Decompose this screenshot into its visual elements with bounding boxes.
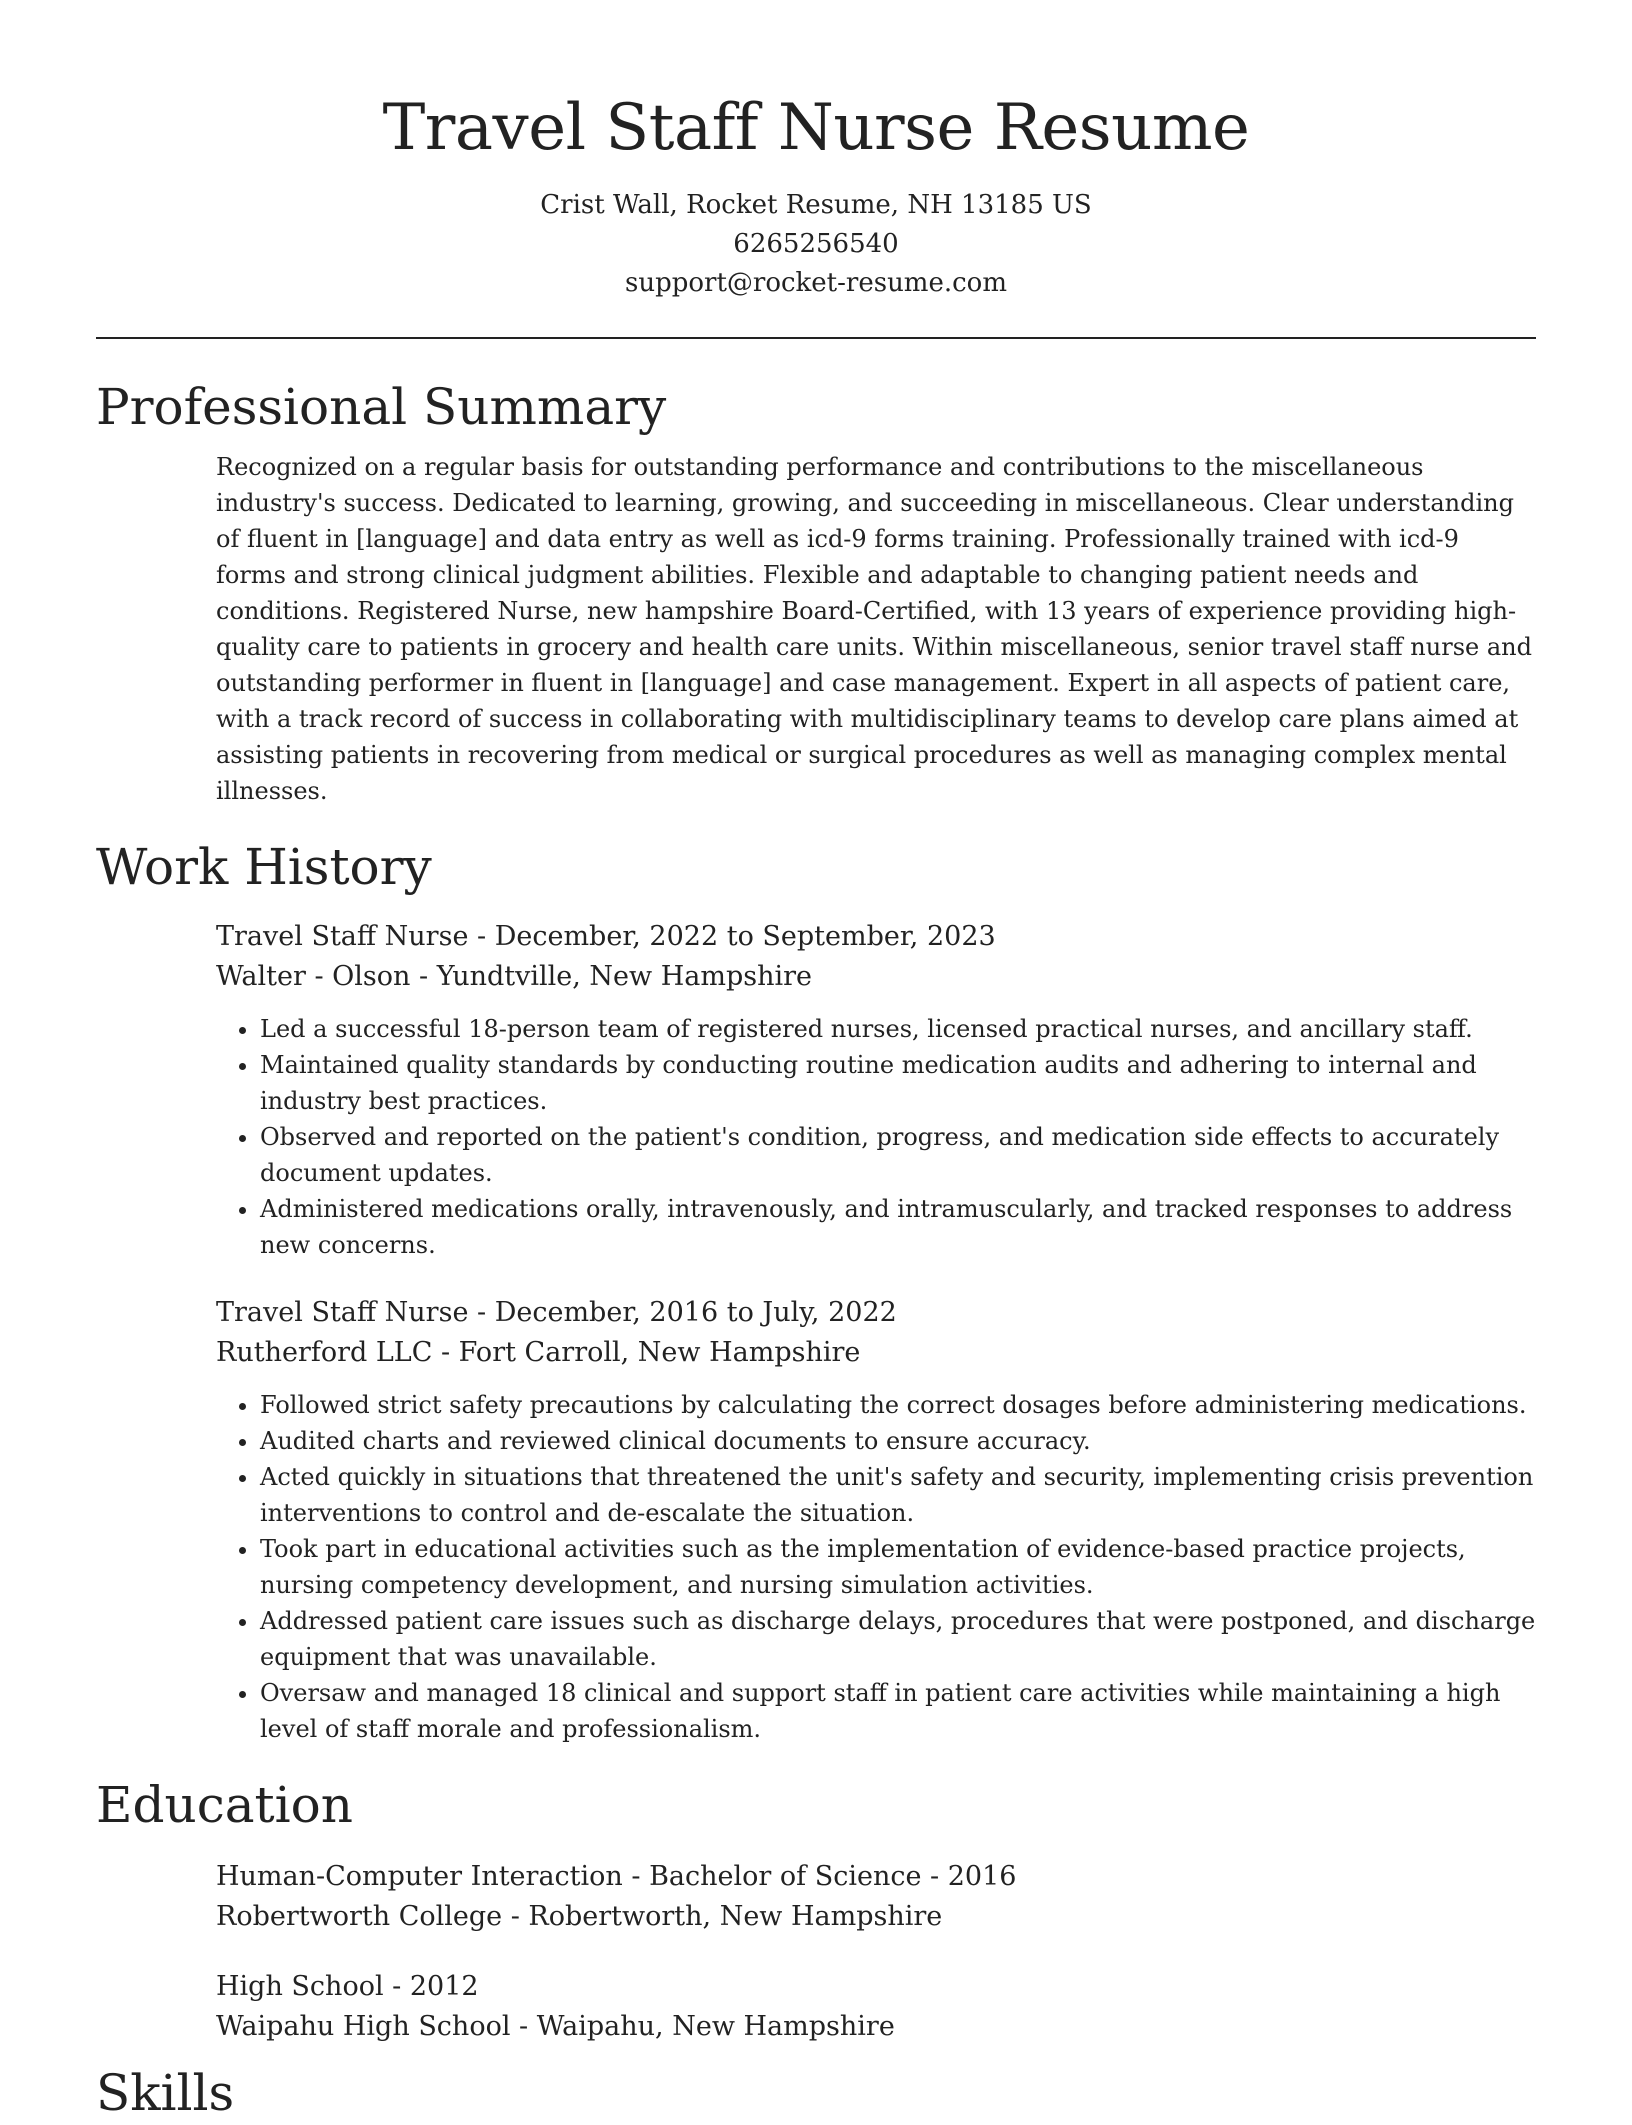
school-line bbox=[216, 1897, 1536, 1937]
section-heading-work: Work History bbox=[96, 838, 432, 896]
job-duty: • Acted quickly in situations that threatened the unit's safety and security, implementing crisis prevention interventions to control and de-escalate the situation. bbox=[260, 1459, 1536, 1531]
job-title: Travel Staff Nurse bbox=[216, 1297, 469, 1328]
job-duty: • Addressed patient care issues such as discharge delays, procedures that were postponed, and discharge equipment that was unavailable. bbox=[260, 1603, 1536, 1675]
job-duty: • Administered medications orally, intravenously, and intramuscularly, and tracked responses to address new concerns. bbox=[260, 1191, 1536, 1263]
section-heading-skills: Skills bbox=[96, 2064, 235, 2122]
job-employer: Rutherford LLC bbox=[216, 1337, 433, 1368]
graduation-year: - 2012 bbox=[383, 1971, 479, 2002]
job-title: Travel Staff Nurse bbox=[216, 921, 469, 952]
job-duty: • Maintained quality standards by conducting routine medication audits and adhering to internal and industry best practices. bbox=[260, 1047, 1536, 1119]
graduation-year: - 2016 bbox=[921, 1861, 1017, 1892]
school-name: Waipahu High School bbox=[216, 2011, 511, 2042]
job-duty: • Oversaw and managed 18 clinical and support staff in patient care activities while maintaining a high level of staff morale and professionalism. bbox=[260, 1675, 1536, 1747]
work-history-section bbox=[96, 835, 1536, 1747]
resume-page bbox=[96, 0, 1536, 2125]
degree: High School bbox=[216, 1971, 384, 2002]
job-title-line bbox=[216, 1293, 1536, 1333]
job-title-line bbox=[216, 917, 1536, 957]
degree-line bbox=[216, 1967, 1536, 2007]
job-duty: • Followed strict safety precautions by calculating the correct dosages before administering medications. bbox=[260, 1387, 1536, 1423]
contact-phone: 6265256540 bbox=[733, 229, 899, 259]
school-location: - Waipahu, New Hampshire bbox=[510, 2011, 895, 2042]
professional-summary-section bbox=[96, 375, 1536, 809]
job-entry bbox=[216, 1293, 1536, 1747]
job-location: - Fort Carroll, New Hampshire bbox=[432, 1337, 861, 1368]
job-dates: - December, 2022 to September, 2023 bbox=[468, 921, 996, 952]
contact-email: support@rocket-resume.com bbox=[624, 268, 1007, 298]
section-heading-education: Education bbox=[96, 1776, 353, 1834]
education-section bbox=[96, 1773, 1536, 2047]
summary-paragraph: Recognized on a regular basis for outstanding performance and contributions to the miscellaneous industry's success. Dedicated to learning, growing, and succeeding in miscellaneous. Clear understanding of fluent in [language] and data entry as well as icd-9 forms training. Professionally trained with icd-9 forms and strong clinical judgment abilities. Flexible and adaptable to changing patient needs and conditions. Registered Nurse, new hampshire Board-Certified, with 13 years of experience providing high-quality care to patients in grocery and health care units. Within miscellaneous, senior travel staff nurse and outstanding performer in fluent in [language] and case management. Expert in all aspects of patient care, with a track record of success in collaborating with multidisciplinary teams to develop care plans aimed at assisting patients in recovering from medical or surgical procedures as well as managing complex mental illnesses. bbox=[216, 453, 1532, 805]
job-dates: - December, 2016 to July, 2022 bbox=[468, 1297, 897, 1328]
summary-body bbox=[216, 449, 1536, 809]
job-entry bbox=[216, 917, 1536, 1263]
job-duties-list bbox=[216, 1011, 1536, 1263]
resume-title: Travel Staff Nurse Resume bbox=[382, 91, 1250, 165]
education-entry bbox=[216, 1967, 1536, 2047]
job-duties-list bbox=[216, 1387, 1536, 1747]
job-duty: • Took part in educational activities such as the implementation of evidence-based practice projects, nursing competency development, and nursing simulation activities. bbox=[260, 1531, 1536, 1603]
skills-section bbox=[96, 2061, 1536, 2125]
work-body bbox=[216, 917, 1536, 1747]
job-duty: • Led a successful 18-person team of registered nurses, licensed practical nurses, and ancillary staff. bbox=[260, 1011, 1536, 1047]
job-duty: • Observed and reported on the patient's condition, progress, and medication side effects to accurately document updates. bbox=[260, 1119, 1536, 1191]
header-divider bbox=[96, 337, 1536, 339]
job-duty: • Audited charts and reviewed clinical documents to ensure accuracy. bbox=[260, 1423, 1536, 1459]
degree: Human-Computer Interaction - Bachelor of Science bbox=[216, 1861, 922, 1892]
contact-address: Crist Wall, Rocket Resume, NH 13185 US bbox=[540, 190, 1092, 220]
education-entry bbox=[216, 1857, 1536, 1937]
school-name: Robertworth College bbox=[216, 1901, 503, 1932]
job-location: - Yundtville, New Hampshire bbox=[410, 961, 813, 992]
degree-line bbox=[216, 1857, 1536, 1897]
job-employer: Walter - Olson bbox=[216, 961, 411, 992]
resume-header bbox=[96, 0, 1536, 339]
school-line bbox=[216, 2007, 1536, 2047]
job-employer-line bbox=[216, 957, 1536, 997]
job-employer-line bbox=[216, 1333, 1536, 1373]
section-heading-summary: Professional Summary bbox=[96, 378, 667, 436]
contact-info bbox=[96, 186, 1536, 303]
school-location: - Robertworth, New Hampshire bbox=[502, 1901, 943, 1932]
education-body bbox=[216, 1857, 1536, 2047]
